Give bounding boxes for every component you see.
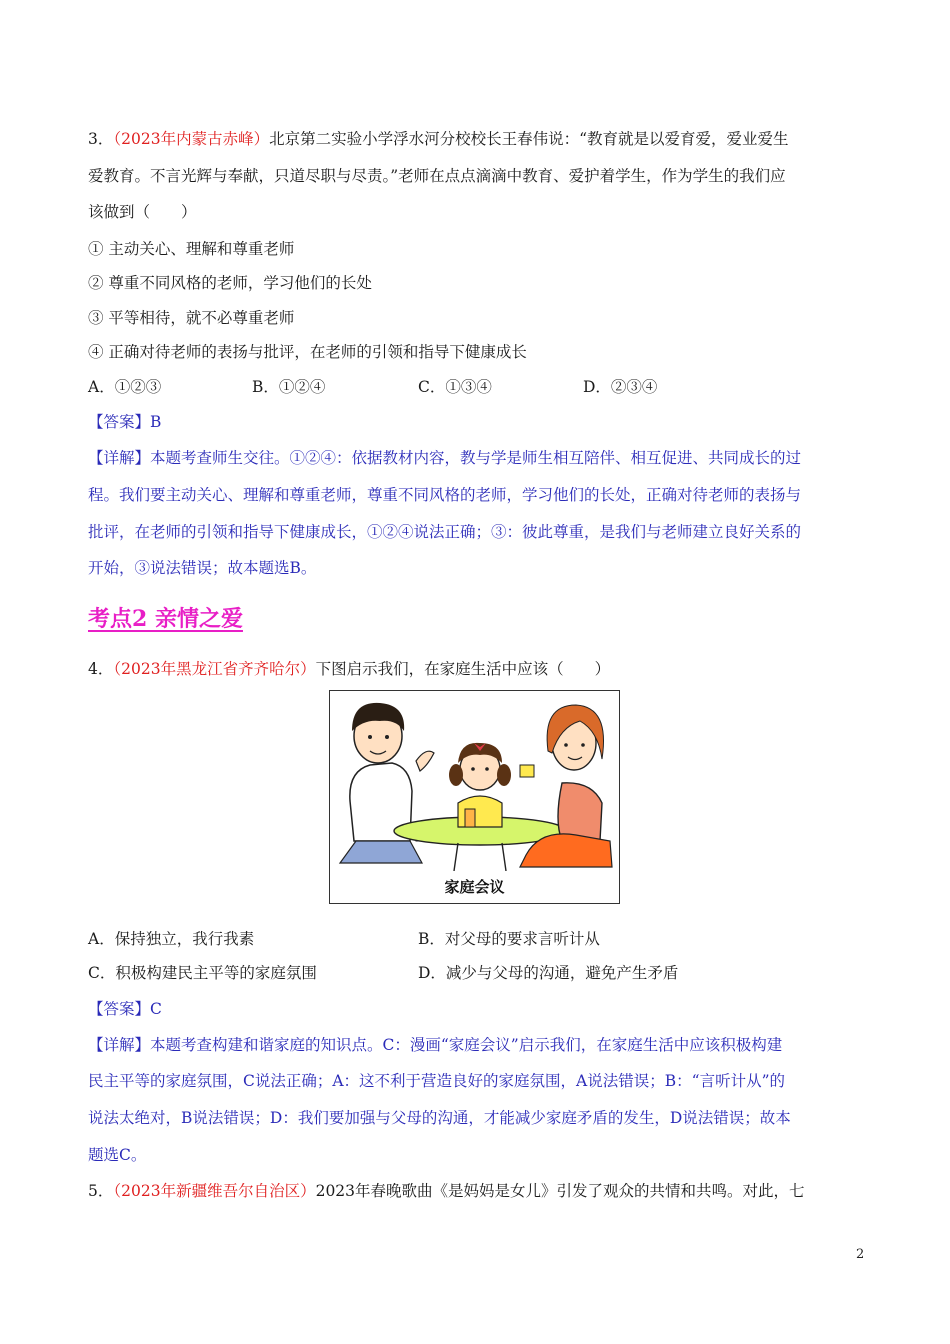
family-meeting-cartoon <box>330 691 618 871</box>
q3-stem-text-1: 北京第二实验小学浮水河分校校长王春伟说：“教育就是以爱育爱，爱业爱生 <box>269 130 789 148</box>
q3-source: （2023年内蒙古赤峰） <box>113 130 270 148</box>
family-meeting-illustration <box>329 690 620 904</box>
q5-source: （2023年新疆维吾尔自治区） <box>113 1182 316 1200</box>
q4-detail-line-4: 题选C。 <box>88 1146 147 1164</box>
q4-option-a: A．保持独立，我行我素 <box>88 930 255 948</box>
q4-option-b: B．对父母的要求言听计从 <box>418 930 600 948</box>
page-number: 2 <box>856 1247 865 1262</box>
q4-option-d: D．减少与父母的沟通，避免产生矛盾 <box>418 964 679 982</box>
q4-answer: 【答案】C <box>88 1000 162 1018</box>
q3-option-a: A．①②③ <box>88 378 162 396</box>
q3-detail-line-1: 【详解】本题考查师生交往。①②④：依据教材内容，教与学是师生相互陪伴、相互促进、共同成长的过 <box>88 449 802 467</box>
q4-detail-line-2: 民主平等的家庭氛围，C说法正确；A：这不利于营造良好的家庭氛围，A说法错误；B：“言听计从”的 <box>88 1072 785 1090</box>
q3-detail-line-4: 开始，③说法错误；故本题选B。 <box>88 559 317 577</box>
q5-number: 5． <box>88 1182 114 1200</box>
section-heading: 考点2 亲情之爱 <box>88 606 243 632</box>
figure-caption: 家庭会议 <box>444 878 505 896</box>
q3-item-2: ② 尊重不同风格的老师，学习他们的长处 <box>88 274 372 292</box>
q5-stem-text: 2023年春晚歌曲《是妈妈是女儿》引发了观众的共情和共鸣。对此，七 <box>315 1182 805 1200</box>
q3-option-c: C．①③④ <box>418 378 492 396</box>
q3-item-1: ① 主动关心、理解和尊重老师 <box>88 240 295 258</box>
q3-detail-line-2: 程。我们要主动关心、理解和尊重老师，尊重不同风格的老师，学习他们的长处，正确对待老师的表扬与 <box>88 486 802 504</box>
q3-item-3: ③ 平等相待，就不必尊重老师 <box>88 309 295 327</box>
q4-detail-line-3: 说法太绝对，B说法错误；D：我们要加强与父母的沟通，才能减少家庭矛盾的发生，D说法错误；故本 <box>88 1109 791 1127</box>
q4-number: 4． <box>88 660 114 678</box>
q3-stem-line-1 <box>88 128 789 150</box>
q4-stem <box>88 658 610 680</box>
q3-number: 3． <box>88 130 114 148</box>
q4-option-c: C．积极构建民主平等的家庭氛围 <box>88 964 317 982</box>
q5-stem <box>88 1180 805 1202</box>
q3-option-b: B．①②④ <box>252 378 326 396</box>
q3-stem-line-3: 该做到（ ） <box>88 203 197 221</box>
q3-answer: 【答案】B <box>88 413 162 431</box>
q3-option-d: D．②③④ <box>583 378 658 396</box>
q3-item-4: ④ 正确对待老师的表扬与批评，在老师的引领和指导下健康成长 <box>88 343 527 361</box>
q3-detail-line-3: 批评，在老师的引领和指导下健康成长，①②④说法正确；③：彼此尊重，是我们与老师建立良好关系的 <box>88 523 802 541</box>
q3-stem-line-2: 爱教育。不言光辉与奉献，只道尽职与尽责。”老师在点点滴滴中教育、爱护着学生，作为学生的我们应 <box>88 167 786 185</box>
q4-source: （2023年黑龙江省齐齐哈尔） <box>113 660 316 678</box>
q4-stem-text: 下图启示我们，在家庭生活中应该（ ） <box>315 660 611 678</box>
q4-detail-line-1: 【详解】本题考查构建和谐家庭的知识点。C：漫画“家庭会议”启示我们，在家庭生活中应该积极构建 <box>88 1036 783 1054</box>
